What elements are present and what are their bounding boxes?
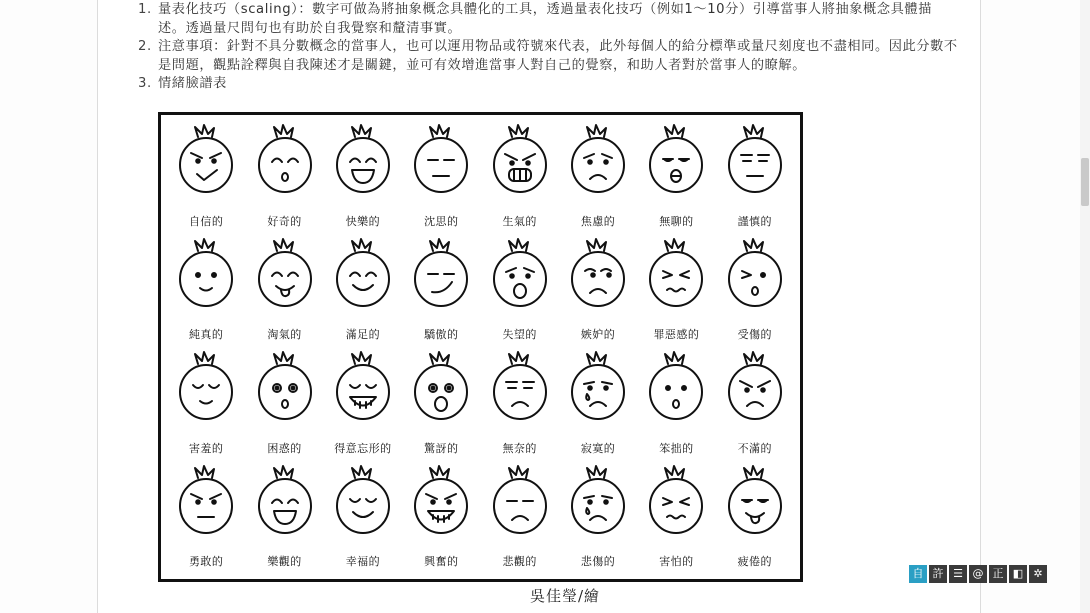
face-drawing — [720, 237, 790, 313]
emotion-label: 幸福的 — [345, 555, 381, 568]
menu-icon[interactable]: ☰ — [949, 565, 967, 583]
emotion-label: 失望的 — [502, 328, 537, 341]
note-text: 注意事項：針對不具分數概念的當事人，也可以運用物品或符號來代表，此外每個人的給分標準或量尺刻度也不盡相同。因此分數不是問題，觀點詮釋與自我陳述才是關鍵，並可有效增進當事人對自己的覺察，和助人者對於當事人的瞭解。 — [158, 39, 958, 73]
emotion-label: 悲觀的 — [502, 555, 537, 568]
emotion-face — [402, 462, 480, 576]
face-drawing — [250, 464, 320, 540]
note-text: 量表化技巧（scaling）：數字可做為將抽象概念具體化的工具，透過量表化技巧（例如1～10分）引導當事人將抽象概念具體描述。透過量尺問句也有助於自我覺察和釐清事實。 — [158, 2, 932, 36]
face-drawing — [641, 237, 711, 313]
scrollbar-thumb[interactable] — [1081, 158, 1089, 206]
face-drawing — [406, 237, 476, 313]
emotion-face — [245, 348, 323, 462]
emotion-face — [402, 121, 480, 235]
face-drawing — [485, 464, 555, 540]
emotion-label: 快樂的 — [345, 214, 381, 228]
face-drawing — [328, 350, 398, 426]
auto-icon[interactable]: 自 — [909, 565, 927, 583]
emotion-label: 悲傷的 — [580, 555, 616, 568]
note-number: 2. — [138, 39, 152, 54]
emotion-face — [324, 235, 402, 349]
emotion-face — [559, 235, 637, 349]
contrast-icon[interactable]: ◧ — [1009, 565, 1027, 583]
faces-grid — [167, 121, 794, 575]
emotion-label: 自信的 — [188, 214, 224, 228]
emotion-label: 沈思的 — [424, 214, 459, 228]
face-drawing — [485, 123, 555, 199]
emotion-label: 好奇的 — [267, 214, 302, 228]
emotion-face — [559, 121, 637, 235]
emotion-label: 無奈的 — [502, 441, 537, 455]
emotion-label: 寂寞的 — [580, 441, 616, 455]
emotion-label: 淘氣的 — [267, 328, 302, 341]
vertical-scrollbar[interactable] — [1080, 0, 1090, 613]
emotion-face — [324, 121, 402, 235]
face-drawing — [720, 464, 790, 540]
face-drawing — [563, 464, 633, 540]
emotion-face — [245, 235, 323, 349]
emotion-face — [716, 462, 794, 576]
emotion-label: 純真的 — [188, 328, 224, 341]
emotion-label: 得意忘形的 — [334, 441, 392, 455]
face-drawing — [328, 464, 398, 540]
emotion-label: 驚訝的 — [424, 441, 459, 455]
note-item — [138, 1, 958, 38]
emotion-face — [167, 121, 245, 235]
emotion-face — [559, 462, 637, 576]
emotion-face — [481, 462, 559, 576]
face-drawing — [250, 237, 320, 313]
emotion-face — [324, 348, 402, 462]
traditional-icon[interactable]: 正 — [989, 565, 1007, 583]
note-number: 1. — [138, 2, 152, 17]
emotion-face — [167, 235, 245, 349]
face-drawing — [641, 464, 711, 540]
emotion-label: 滿足的 — [345, 328, 381, 341]
face-drawing — [328, 123, 398, 199]
emotion-face — [245, 121, 323, 235]
emotion-face — [245, 462, 323, 576]
face-drawing — [720, 350, 790, 426]
face-drawing — [641, 123, 711, 199]
emotion-label: 疲倦的 — [737, 555, 773, 568]
font-icon[interactable]: 許 — [929, 565, 947, 583]
face-drawing — [328, 237, 398, 313]
face-drawing — [171, 464, 241, 540]
emotion-face — [637, 462, 715, 576]
emotion-faces-chart — [158, 112, 803, 582]
face-drawing — [250, 350, 320, 426]
emotion-face — [637, 348, 715, 462]
notes-list — [138, 1, 958, 94]
emotion-label: 害怕的 — [659, 555, 694, 568]
emotion-label: 興奮的 — [424, 555, 459, 568]
face-drawing — [250, 123, 320, 199]
face-drawing — [563, 123, 633, 199]
emotion-label: 害羞的 — [188, 441, 224, 455]
emotion-face — [167, 462, 245, 576]
emotion-label: 樂觀的 — [267, 555, 302, 568]
emotion-label: 驕傲的 — [424, 328, 459, 341]
note-number: 3. — [138, 76, 152, 91]
emotion-face — [637, 121, 715, 235]
face-drawing — [171, 237, 241, 313]
emotion-face — [324, 462, 402, 576]
emotion-face — [559, 348, 637, 462]
face-drawing — [171, 350, 241, 426]
emotion-label: 生氣的 — [502, 214, 537, 228]
face-drawing — [563, 237, 633, 313]
at-icon[interactable]: @ — [969, 565, 987, 583]
emotion-face — [716, 235, 794, 349]
illustrator-credit: 吳佳瑩/繪 — [529, 587, 601, 605]
emotion-label: 謹慎的 — [737, 214, 773, 228]
face-drawing — [171, 123, 241, 199]
gear-icon[interactable]: ✲ — [1029, 565, 1047, 583]
emotion-face — [402, 235, 480, 349]
face-drawing — [406, 123, 476, 199]
emotion-face — [637, 235, 715, 349]
emotion-label: 受傷的 — [737, 328, 773, 341]
note-item — [138, 75, 958, 94]
face-drawing — [406, 350, 476, 426]
emotion-label: 無聊的 — [659, 214, 694, 228]
face-drawing — [485, 237, 555, 313]
accessibility-toolbar — [909, 565, 1047, 583]
emotion-label: 焦慮的 — [580, 214, 616, 228]
note-item — [138, 38, 958, 75]
emotion-label: 笨拙的 — [659, 441, 694, 455]
emotion-face — [716, 348, 794, 462]
emotion-face — [481, 235, 559, 349]
face-drawing — [641, 350, 711, 426]
face-drawing — [563, 350, 633, 426]
face-drawing — [720, 123, 790, 199]
emotion-label: 困惑的 — [267, 441, 302, 455]
article-content — [138, 0, 958, 94]
emotion-face — [481, 121, 559, 235]
note-text: 情緒臉譜表 — [158, 76, 227, 91]
emotion-label: 不滿的 — [737, 441, 773, 455]
emotion-face — [716, 121, 794, 235]
emotion-face — [167, 348, 245, 462]
emotion-label: 勇敢的 — [188, 555, 224, 568]
emotion-face — [481, 348, 559, 462]
emotion-face — [402, 348, 480, 462]
face-drawing — [485, 350, 555, 426]
emotion-label: 罪惡感的 — [653, 328, 700, 341]
face-drawing — [406, 464, 476, 540]
emotion-label: 嫉妒的 — [580, 328, 616, 341]
